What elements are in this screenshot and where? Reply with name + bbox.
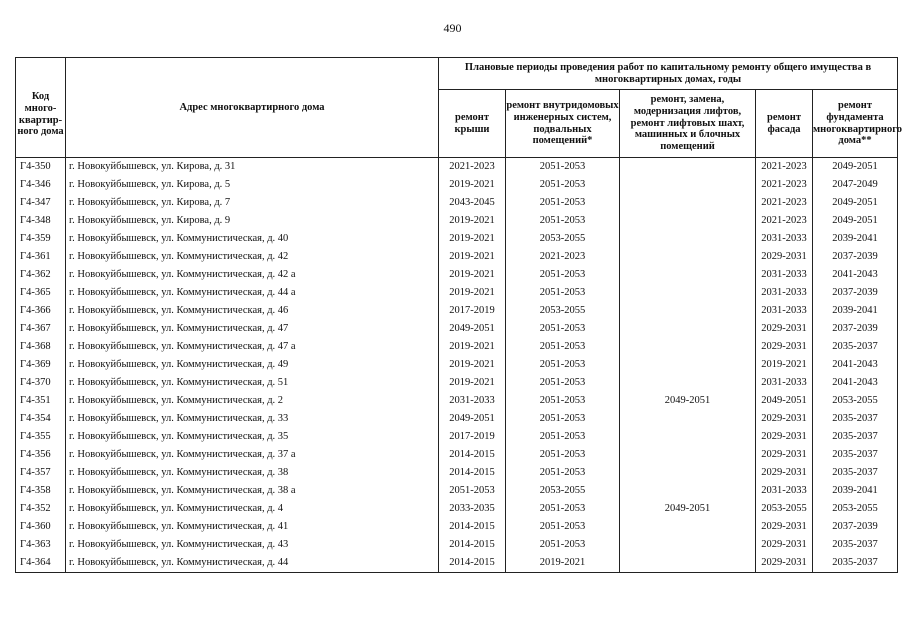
table-row <box>16 374 898 392</box>
table-row <box>16 392 898 410</box>
table-row <box>16 536 898 554</box>
cell-elevators <box>620 554 756 573</box>
table-row <box>16 482 898 500</box>
cell-foundation: 2041-2043 <box>813 266 898 284</box>
cell-elevators <box>620 230 756 248</box>
cell-code: Г4-350 <box>16 158 66 177</box>
cell-foundation: 2035-2037 <box>813 446 898 464</box>
cell-foundation: 2053-2055 <box>813 500 898 518</box>
cell-roof: 2033-2035 <box>439 500 506 518</box>
table-row <box>16 554 898 573</box>
table-row <box>16 158 898 177</box>
cell-roof: 2019-2021 <box>439 356 506 374</box>
cell-roof: 2019-2021 <box>439 230 506 248</box>
cell-code: Г4-357 <box>16 464 66 482</box>
cell-engineering: 2051-2053 <box>506 500 620 518</box>
header-roof: ремонт крыши <box>439 90 506 158</box>
table-row <box>16 500 898 518</box>
cell-engineering: 2051-2053 <box>506 158 620 177</box>
cell-roof: 2019-2021 <box>439 374 506 392</box>
cell-engineering: 2051-2053 <box>506 338 620 356</box>
cell-address: г. Новокуйбышевск, ул. Коммунистическая, д. 43 <box>66 536 439 554</box>
cell-foundation: 2049-2051 <box>813 212 898 230</box>
cell-code: Г4-368 <box>16 338 66 356</box>
cell-foundation: 2039-2041 <box>813 482 898 500</box>
cell-engineering: 2051-2053 <box>506 176 620 194</box>
cell-address: г. Новокуйбышевск, ул. Коммунистическая, д. 42 а <box>66 266 439 284</box>
header-elevators: ремонт, замена, модернизация лифтов, ремонт лифтовых шахт, машинных и блочных помещений <box>620 90 756 158</box>
cell-address: г. Новокуйбышевск, ул. Кирова, д. 5 <box>66 176 439 194</box>
cell-code: Г4-359 <box>16 230 66 248</box>
cell-elevators <box>620 176 756 194</box>
cell-foundation: 2035-2037 <box>813 338 898 356</box>
cell-roof: 2031-2033 <box>439 392 506 410</box>
cell-elevators <box>620 410 756 428</box>
table-row <box>16 320 898 338</box>
cell-engineering: 2053-2055 <box>506 230 620 248</box>
cell-elevators <box>620 320 756 338</box>
cell-facade: 2029-2031 <box>756 518 813 536</box>
cell-engineering: 2051-2053 <box>506 392 620 410</box>
cell-address: г. Новокуйбышевск, ул. Коммунистическая, д. 38 <box>66 464 439 482</box>
cell-engineering: 2051-2053 <box>506 518 620 536</box>
cell-roof: 2043-2045 <box>439 194 506 212</box>
cell-code: Г4-355 <box>16 428 66 446</box>
cell-code: Г4-360 <box>16 518 66 536</box>
cell-elevators <box>620 518 756 536</box>
cell-facade: 2031-2033 <box>756 302 813 320</box>
cell-engineering: 2053-2055 <box>506 302 620 320</box>
cell-facade: 2031-2033 <box>756 374 813 392</box>
table-row <box>16 356 898 374</box>
cell-elevators <box>620 284 756 302</box>
cell-address: г. Новокуйбышевск, ул. Коммунистическая, д. 51 <box>66 374 439 392</box>
cell-code: Г4-366 <box>16 302 66 320</box>
cell-address: г. Новокуйбышевск, ул. Коммунистическая, д. 44 <box>66 554 439 573</box>
cell-engineering: 2021-2023 <box>506 248 620 266</box>
cell-facade: 2029-2031 <box>756 410 813 428</box>
cell-address: г. Новокуйбышевск, ул. Коммунистическая, д. 37 а <box>66 446 439 464</box>
cell-roof: 2014-2015 <box>439 518 506 536</box>
cell-facade: 2029-2031 <box>756 320 813 338</box>
cell-facade: 2031-2033 <box>756 266 813 284</box>
table-row <box>16 284 898 302</box>
cell-code: Г4-356 <box>16 446 66 464</box>
cell-address: г. Новокуйбышевск, ул. Коммунистическая, д. 44 а <box>66 284 439 302</box>
cell-foundation: 2037-2039 <box>813 518 898 536</box>
cell-elevators <box>620 194 756 212</box>
header-engineering: ремонт внутридомовых инженерных систем, подвальных помещений* <box>506 90 620 158</box>
cell-code: Г4-352 <box>16 500 66 518</box>
cell-engineering: 2051-2053 <box>506 284 620 302</box>
cell-foundation: 2035-2037 <box>813 464 898 482</box>
cell-address: г. Новокуйбышевск, ул. Коммунистическая, д. 4 <box>66 500 439 518</box>
table-row <box>16 176 898 194</box>
cell-facade: 2029-2031 <box>756 536 813 554</box>
cell-code: Г4-358 <box>16 482 66 500</box>
cell-roof: 2019-2021 <box>439 212 506 230</box>
cell-elevators <box>620 338 756 356</box>
cell-foundation: 2039-2041 <box>813 302 898 320</box>
cell-foundation: 2035-2037 <box>813 554 898 573</box>
cell-roof: 2021-2023 <box>439 158 506 177</box>
cell-roof: 2019-2021 <box>439 248 506 266</box>
table-row <box>16 248 898 266</box>
cell-elevators <box>620 266 756 284</box>
cell-engineering: 2051-2053 <box>506 428 620 446</box>
cell-facade: 2019-2021 <box>756 356 813 374</box>
table-row <box>16 410 898 428</box>
cell-roof: 2051-2053 <box>439 482 506 500</box>
cell-code: Г4-354 <box>16 410 66 428</box>
cell-engineering: 2019-2021 <box>506 554 620 573</box>
cell-code: Г4-365 <box>16 284 66 302</box>
header-facade: ремонт фасада <box>756 90 813 158</box>
cell-address: г. Новокуйбышевск, ул. Коммунистическая, д. 46 <box>66 302 439 320</box>
cell-facade: 2029-2031 <box>756 554 813 573</box>
cell-roof: 2019-2021 <box>439 338 506 356</box>
cell-elevators <box>620 374 756 392</box>
cell-facade: 2031-2033 <box>756 482 813 500</box>
cell-code: Г4-362 <box>16 266 66 284</box>
cell-foundation: 2039-2041 <box>813 230 898 248</box>
cell-code: Г4-351 <box>16 392 66 410</box>
cell-foundation: 2041-2043 <box>813 356 898 374</box>
cell-engineering: 2051-2053 <box>506 374 620 392</box>
cell-elevators <box>620 446 756 464</box>
cell-elevators <box>620 248 756 266</box>
header-foundation: ремонт фундамента многоквартирного дома** <box>813 90 898 158</box>
cell-facade: 2031-2033 <box>756 284 813 302</box>
table-row <box>16 428 898 446</box>
header-address: Адрес многоквартирного дома <box>66 58 439 158</box>
table-row <box>16 194 898 212</box>
cell-code: Г4-347 <box>16 194 66 212</box>
cell-address: г. Новокуйбышевск, ул. Коммунистическая, д. 49 <box>66 356 439 374</box>
cell-foundation: 2047-2049 <box>813 176 898 194</box>
cell-facade: 2029-2031 <box>756 464 813 482</box>
cell-foundation: 2037-2039 <box>813 248 898 266</box>
cell-facade: 2029-2031 <box>756 248 813 266</box>
cell-foundation: 2035-2037 <box>813 536 898 554</box>
table-row <box>16 338 898 356</box>
cell-elevators: 2049-2051 <box>620 392 756 410</box>
cell-engineering: 2051-2053 <box>506 212 620 230</box>
cell-elevators <box>620 356 756 374</box>
cell-roof: 2017-2019 <box>439 302 506 320</box>
cell-facade: 2029-2031 <box>756 446 813 464</box>
cell-elevators <box>620 464 756 482</box>
cell-code: Г4-364 <box>16 554 66 573</box>
cell-elevators <box>620 158 756 177</box>
cell-address: г. Новокуйбышевск, ул. Коммунистическая, д. 35 <box>66 428 439 446</box>
cell-address: г. Новокуйбышевск, ул. Коммунистическая, д. 41 <box>66 518 439 536</box>
cell-roof: 2019-2021 <box>439 284 506 302</box>
cell-engineering: 2051-2053 <box>506 536 620 554</box>
cell-foundation: 2049-2051 <box>813 194 898 212</box>
cell-elevators <box>620 428 756 446</box>
header-periods-title: Плановые периоды проведения работ по капитальному ремонту общего имущества в многоквартирных домах, годы <box>439 58 898 90</box>
cell-address: г. Новокуйбышевск, ул. Коммунистическая, д. 40 <box>66 230 439 248</box>
cell-address: г. Новокуйбышевск, ул. Коммунистическая, д. 33 <box>66 410 439 428</box>
cell-facade: 2029-2031 <box>756 428 813 446</box>
cell-roof: 2014-2015 <box>439 554 506 573</box>
cell-address: г. Новокуйбышевск, ул. Коммунистическая, д. 42 <box>66 248 439 266</box>
table-row <box>16 446 898 464</box>
cell-foundation: 2037-2039 <box>813 284 898 302</box>
cell-facade: 2021-2023 <box>756 212 813 230</box>
cell-address: г. Новокуйбышевск, ул. Коммунистическая, д. 2 <box>66 392 439 410</box>
cell-facade: 2021-2023 <box>756 176 813 194</box>
cell-engineering: 2051-2053 <box>506 266 620 284</box>
cell-foundation: 2035-2037 <box>813 410 898 428</box>
capital-repair-table <box>15 57 902 573</box>
cell-roof: 2019-2021 <box>439 176 506 194</box>
page-number: 490 <box>443 21 462 35</box>
table-row <box>16 212 898 230</box>
cell-roof: 2049-2051 <box>439 410 506 428</box>
cell-address: г. Новокуйбышевск, ул. Кирова, д. 9 <box>66 212 439 230</box>
cell-roof: 2014-2015 <box>439 464 506 482</box>
cell-elevators <box>620 482 756 500</box>
cell-foundation: 2037-2039 <box>813 320 898 338</box>
cell-address: г. Новокуйбышевск, ул. Коммунистическая, д. 47 а <box>66 338 439 356</box>
cell-facade: 2031-2033 <box>756 230 813 248</box>
cell-roof: 2014-2015 <box>439 536 506 554</box>
cell-facade: 2021-2023 <box>756 158 813 177</box>
table-row <box>16 518 898 536</box>
cell-facade: 2053-2055 <box>756 500 813 518</box>
cell-roof: 2017-2019 <box>439 428 506 446</box>
cell-roof: 2019-2021 <box>439 266 506 284</box>
cell-code: Г4-370 <box>16 374 66 392</box>
cell-facade: 2021-2023 <box>756 194 813 212</box>
cell-code: Г4-348 <box>16 212 66 230</box>
cell-foundation: 2053-2055 <box>813 392 898 410</box>
cell-address: г. Новокуйбышевск, ул. Коммунистическая, д. 38 а <box>66 482 439 500</box>
cell-engineering: 2051-2053 <box>506 356 620 374</box>
cell-foundation: 2041-2043 <box>813 374 898 392</box>
cell-engineering: 2053-2055 <box>506 482 620 500</box>
table-row <box>16 230 898 248</box>
cell-elevators <box>620 302 756 320</box>
cell-elevators: 2049-2051 <box>620 500 756 518</box>
cell-address: г. Новокуйбышевск, ул. Коммунистическая, д. 47 <box>66 320 439 338</box>
cell-engineering: 2051-2053 <box>506 464 620 482</box>
cell-code: Г4-363 <box>16 536 66 554</box>
cell-foundation: 2049-2051 <box>813 158 898 177</box>
cell-engineering: 2051-2053 <box>506 410 620 428</box>
cell-elevators <box>620 536 756 554</box>
cell-engineering: 2051-2053 <box>506 446 620 464</box>
cell-code: Г4-367 <box>16 320 66 338</box>
cell-roof: 2049-2051 <box>439 320 506 338</box>
cell-foundation: 2035-2037 <box>813 428 898 446</box>
table-row <box>16 302 898 320</box>
cell-code: Г4-369 <box>16 356 66 374</box>
header-code: Код много-квартир-ного дома <box>16 58 66 158</box>
cell-code: Г4-361 <box>16 248 66 266</box>
table-row <box>16 464 898 482</box>
cell-engineering: 2051-2053 <box>506 194 620 212</box>
cell-engineering: 2051-2053 <box>506 320 620 338</box>
cell-roof: 2014-2015 <box>439 446 506 464</box>
cell-elevators <box>620 212 756 230</box>
cell-facade: 2049-2051 <box>756 392 813 410</box>
cell-address: г. Новокуйбышевск, ул. Кирова, д. 31 <box>66 158 439 177</box>
cell-code: Г4-346 <box>16 176 66 194</box>
table-row <box>16 266 898 284</box>
table-body <box>16 158 898 573</box>
cell-facade: 2029-2031 <box>756 338 813 356</box>
cell-address: г. Новокуйбышевск, ул. Кирова, д. 7 <box>66 194 439 212</box>
